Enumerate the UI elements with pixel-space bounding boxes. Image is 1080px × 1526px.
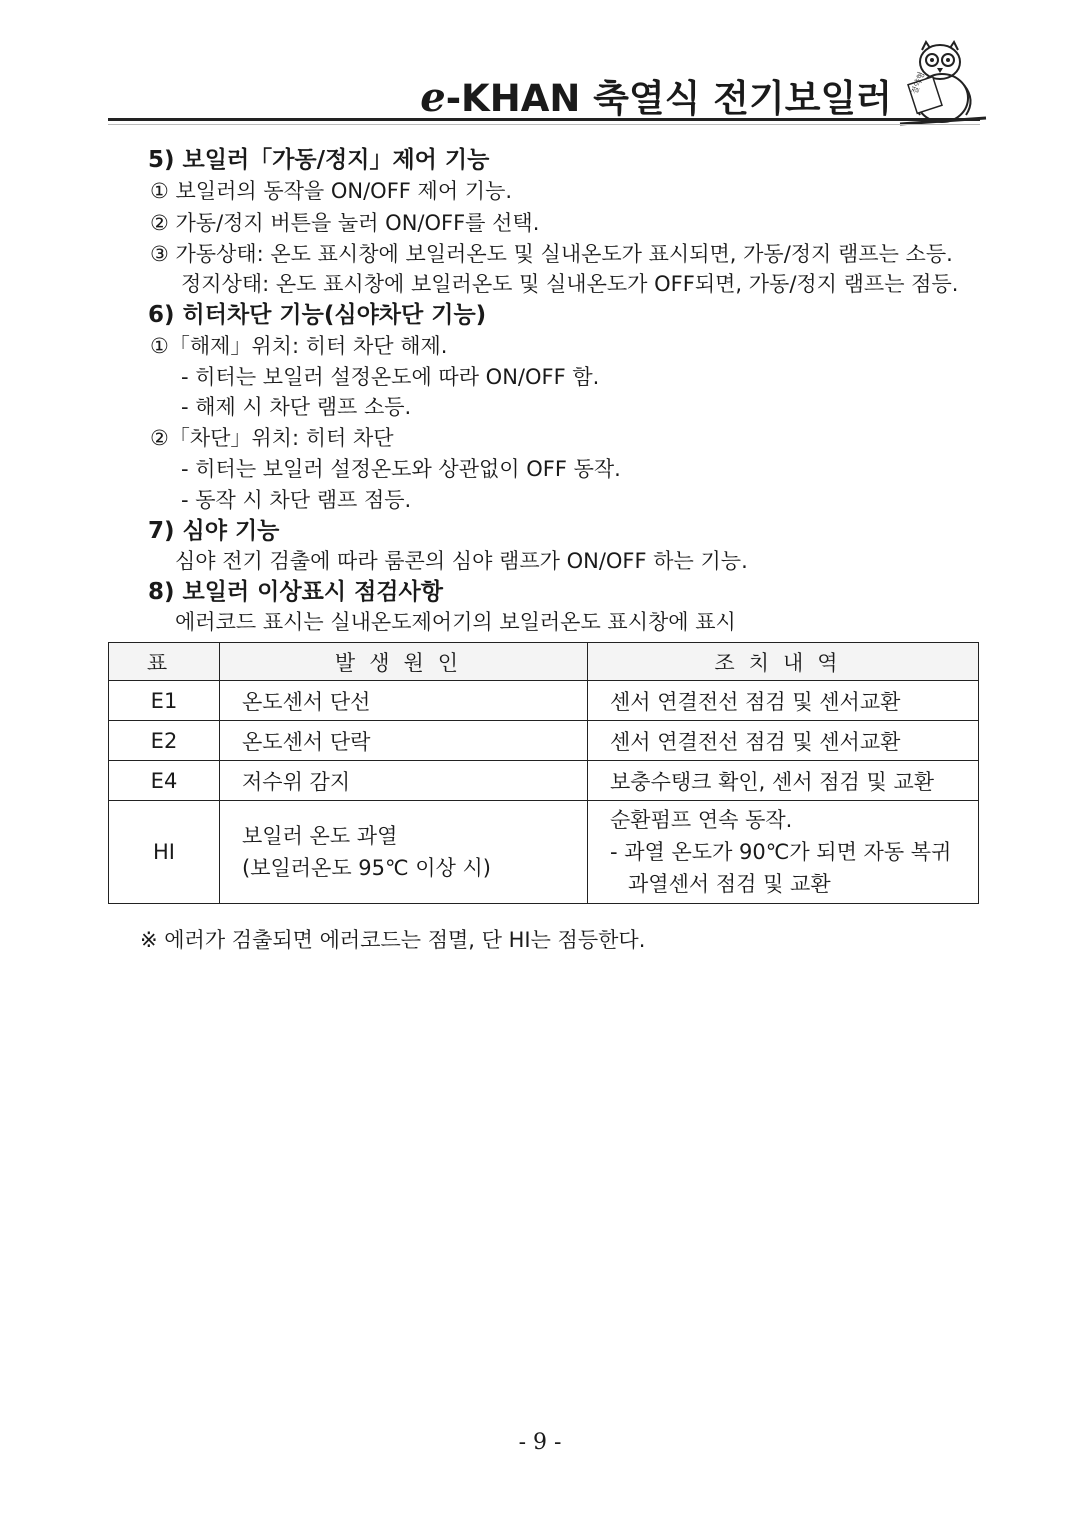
- table-row: [109, 801, 979, 904]
- error-note: ※ 에러가 검출되면 에러코드는 점멸, 단 HI는 점등한다.: [140, 928, 646, 952]
- owl-badge-text: 절약형: [909, 70, 927, 96]
- section-7-title: 7) 심야 기능: [148, 518, 280, 544]
- s6-item-3: - 해제 시 차단 램프 소등.: [181, 395, 412, 419]
- error-code: HI: [109, 801, 220, 904]
- s6-item-6: - 동작 시 차단 램프 점등.: [181, 488, 412, 512]
- owl-mascot-icon: [890, 40, 990, 130]
- section-8-title: 8) 보일러 이상표시 점검사항: [148, 579, 443, 605]
- error-code: E1: [109, 681, 220, 721]
- action-line: 과열센서 점검 및 교환: [628, 872, 831, 896]
- header-code: 표: [109, 643, 220, 681]
- s5-item-3: ③ 가동상태: 온도 표시창에 보일러온도 및 실내온도가 표시되면, 가동/정지 램프는 소등.: [150, 242, 953, 266]
- s6-item-2: - 히터는 보일러 설정온도에 따라 ON/OFF 함.: [181, 365, 600, 389]
- s7-item-1: 심야 전기 검출에 따라 룸콘의 심야 램프가 ON/OFF 하는 기능.: [175, 549, 748, 573]
- s5-item-1: ① 보일러의 동작을 ON/OFF 제어 기능.: [150, 179, 513, 203]
- s8-intro: 에러코드 표시는 실내온도제어기의 보일러온도 표시창에 표시: [175, 610, 736, 634]
- action-line: - 과열 온도가 90℃가 되면 자동 복귀: [610, 840, 952, 864]
- header-divider-thin: [108, 124, 980, 125]
- section-5-title: 5) 보일러「가동/정지」제어 기능: [148, 147, 490, 173]
- table-row: [109, 721, 979, 761]
- s6-item-4: ②「차단」위치: 히터 차단: [150, 426, 394, 450]
- error-cause: 온도센서 단선: [220, 681, 588, 721]
- error-cause: [220, 801, 588, 904]
- error-action: [588, 801, 979, 904]
- header-action: 조치내역: [588, 643, 979, 681]
- brand-title: [420, 68, 892, 122]
- cause-line: 보일러 온도 과열: [242, 824, 398, 848]
- page-number: - 9 -: [518, 1430, 562, 1455]
- section-6-title: 6) 히터차단 기능(심야차단 기능): [148, 302, 487, 328]
- s6-item-5: - 히터는 보일러 설정온도와 상관없이 OFF 동작.: [181, 457, 621, 481]
- action-line: 순환펌프 연속 동작.: [610, 808, 793, 832]
- error-code-table: [108, 642, 979, 904]
- brand-text: -KHAN 축열식 전기보일러: [445, 77, 892, 120]
- header-divider: [108, 118, 980, 121]
- s6-item-1: ①「해제」위치: 히터 차단 해제.: [150, 334, 448, 358]
- error-code: E4: [109, 761, 220, 801]
- page-header: [0, 0, 1080, 130]
- s5-item-2: ② 가동/정지 버튼을 눌러 ON/OFF를 선택.: [150, 211, 540, 235]
- table-row: [109, 761, 979, 801]
- header-cause: 발생원인: [220, 643, 588, 681]
- error-action: 센서 연결전선 점검 및 센서교환: [588, 681, 979, 721]
- table-header-row: [109, 643, 979, 681]
- error-cause: 저수위 감지: [220, 761, 588, 801]
- cause-line: (보일러온도 95℃ 이상 시): [242, 856, 492, 880]
- error-action: 센서 연결전선 점검 및 센서교환: [588, 721, 979, 761]
- error-code: E2: [109, 721, 220, 761]
- brand-e-logo: e: [420, 74, 446, 121]
- error-cause: 온도센서 단락: [220, 721, 588, 761]
- table-row: [109, 681, 979, 721]
- s5-item-4: 정지상태: 온도 표시창에 보일러온도 및 실내온도가 OFF되면, 가동/정지 램프는 점등.: [181, 272, 959, 296]
- error-action: 보충수탱크 확인, 센서 점검 및 교환: [588, 761, 979, 801]
